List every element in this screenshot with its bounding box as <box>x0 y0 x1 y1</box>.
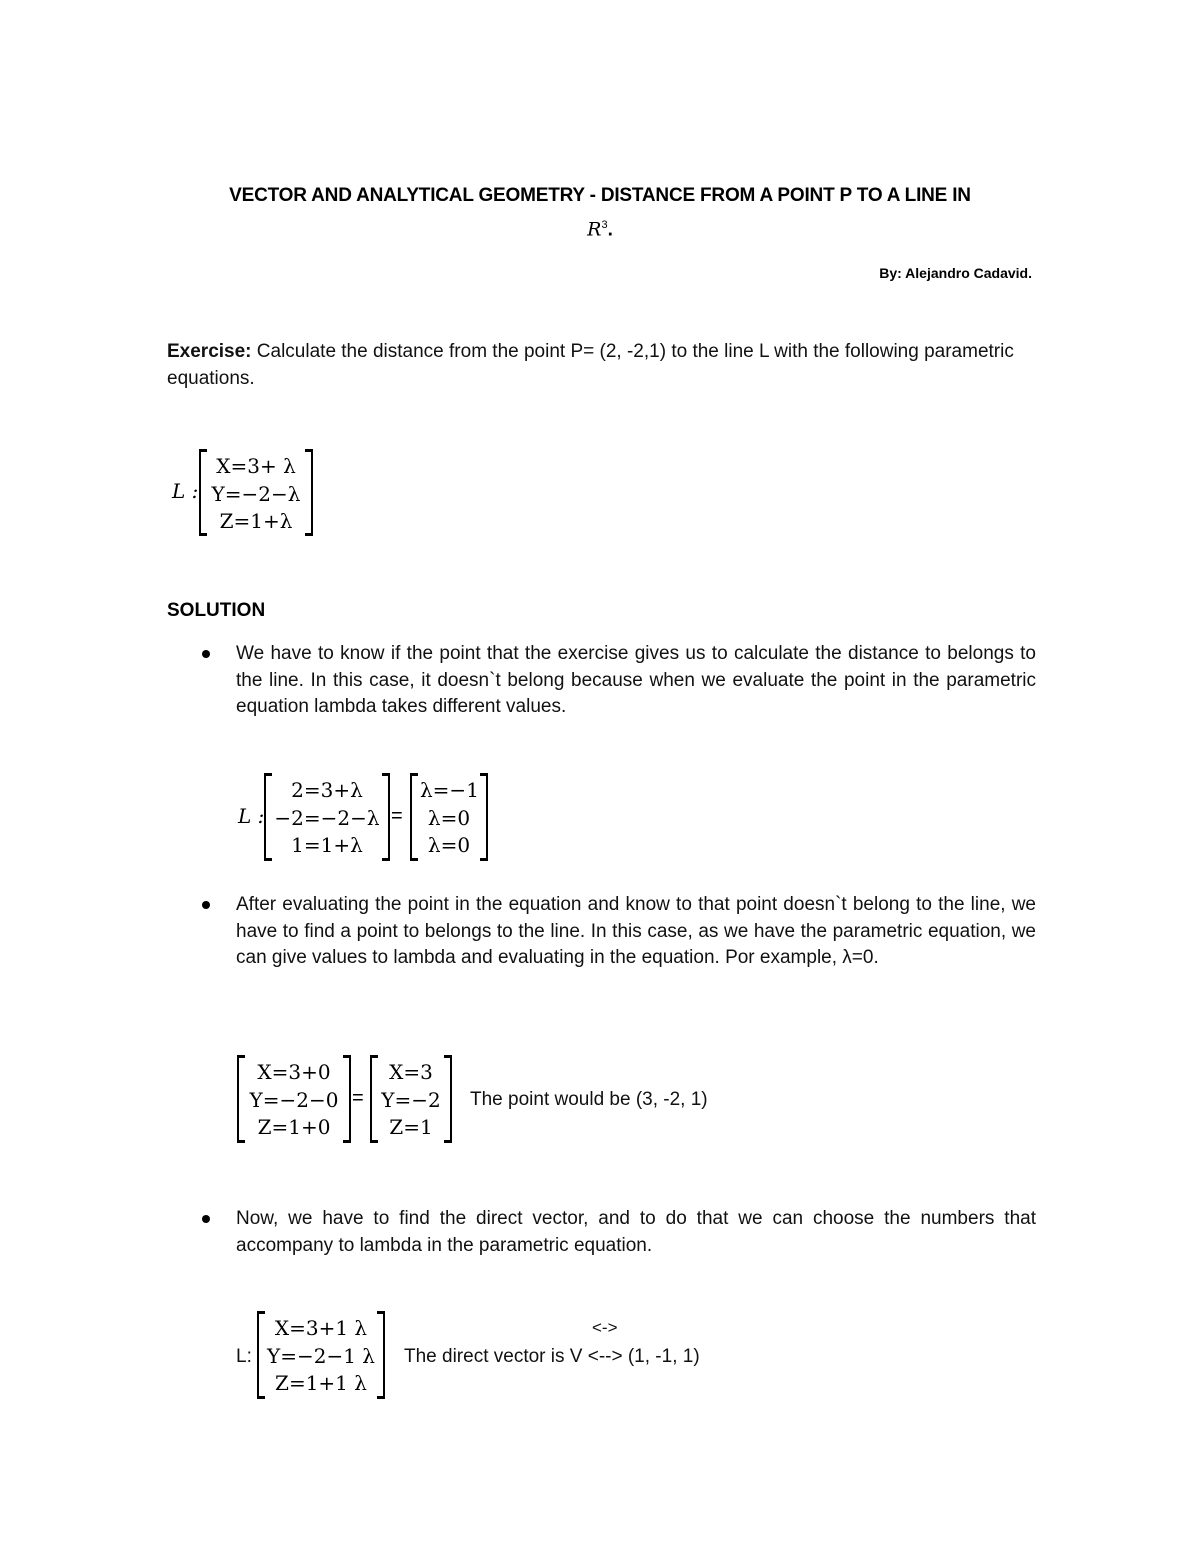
eq1-label: L : <box>172 479 199 503</box>
title-period: . <box>607 219 613 241</box>
eq3-note: The point would be (3, -2, 1) <box>470 1089 708 1110</box>
title-r3 <box>0 212 1200 243</box>
right-bracket <box>444 1055 452 1143</box>
eq3-right-row: Y=−2 <box>381 1087 441 1112</box>
right-bracket <box>480 773 488 861</box>
bullet-icon <box>202 650 210 658</box>
right-bracket <box>305 449 313 536</box>
eq2-label: L : <box>238 804 265 828</box>
eq1-row: Y=−2−λ <box>211 481 301 506</box>
eq3-right-matrix <box>370 1055 452 1143</box>
eq2-equals: = <box>391 805 403 827</box>
eq2-left-row: 1=1+λ <box>291 833 363 857</box>
byline: By: Alejandro Cadavid. <box>879 265 1032 281</box>
eq4-label: L: <box>236 1346 252 1367</box>
exercise-paragraph <box>167 339 1037 392</box>
bullet-icon <box>202 901 210 909</box>
eq3-right-row: X=3 <box>389 1060 433 1084</box>
eq1-row: Z=1+λ <box>219 509 293 533</box>
solution-heading: SOLUTION <box>167 600 266 621</box>
left-bracket <box>257 1311 265 1399</box>
left-bracket <box>199 449 207 536</box>
bullet-2-text: After evaluating the point in the equation and know to that point doesn`t belong to the line, we have to find a point to belongs to the line. In this case, as we have the parametric equation, we can give values to lambda and evaluating in the equation. Por example, λ=0. <box>236 894 1036 968</box>
eq2-left-row: −2=−2−λ <box>274 805 380 830</box>
eq3-left-matrix <box>237 1055 351 1143</box>
eq2-right-row: λ=0 <box>427 805 471 830</box>
eq4-note: The direct vector is V <--> (1, -1, 1) <box>404 1346 700 1367</box>
left-bracket <box>237 1055 245 1143</box>
exercise-label: Exercise: <box>167 341 252 362</box>
left-bracket <box>370 1055 378 1143</box>
right-bracket <box>343 1055 351 1143</box>
eq4-row: Z=1+1 λ <box>275 1371 367 1395</box>
eq2-right-rows <box>420 777 478 860</box>
right-bracket <box>382 773 390 861</box>
eq1-row: X=3+ λ <box>216 454 296 478</box>
right-bracket <box>377 1311 385 1399</box>
eq3-left-row: Y=−2−0 <box>249 1087 339 1112</box>
eq1-matrix <box>199 449 313 536</box>
eq4-row: X=3+1 λ <box>274 1316 368 1340</box>
eq3-left-rows <box>247 1059 341 1142</box>
bullet-3-text: Now, we have to find the direct vector, and to do that we can choose the numbers that accompany to lambda in the parametric equation. <box>236 1208 1036 1256</box>
eq4-matrix <box>257 1311 385 1399</box>
eq2-left-rows <box>274 777 380 860</box>
title-r-exponent: 3 <box>601 219 608 231</box>
exercise-text: Calculate the distance from the point P= (2, -2,1) to the line L with the following parametric equations. <box>167 341 1014 389</box>
eq4-row: Y=−2−1 λ <box>267 1343 375 1368</box>
eq3-left-row: Z=1+0 <box>257 1115 331 1139</box>
bullet-1-text: We have to know if the point that the exercise gives us to calculate the distance to belongs to the line. In this case, it doesn`t belong because when we evaluate the point in the parametric equation lambda takes different values. <box>236 643 1036 717</box>
eq2-right-matrix <box>410 773 488 861</box>
left-bracket <box>264 773 272 861</box>
eq2-right-row: λ=0 <box>427 833 471 857</box>
bullet-icon <box>202 1215 210 1223</box>
eq3-left-row: X=3+0 <box>257 1060 331 1084</box>
eq4-rows <box>267 1315 375 1398</box>
eq1-rows <box>209 453 303 536</box>
title-r-symbol: R <box>587 218 602 241</box>
eq2-right-row: λ=−1 <box>420 778 479 802</box>
document-title: VECTOR AND ANALYTICAL GEOMETRY - DISTANCE FROM A POINT P TO A LINE IN <box>229 185 971 206</box>
eq3-right-row: Z=1 <box>389 1115 433 1139</box>
eq3-equals: = <box>352 1087 364 1109</box>
eq2-left-row: 2=3+λ <box>291 778 363 802</box>
eq2-left-matrix <box>264 773 390 861</box>
eq3-right-rows <box>380 1059 442 1142</box>
left-bracket <box>410 773 418 861</box>
eq4-arrow: <-> <box>592 1318 618 1337</box>
